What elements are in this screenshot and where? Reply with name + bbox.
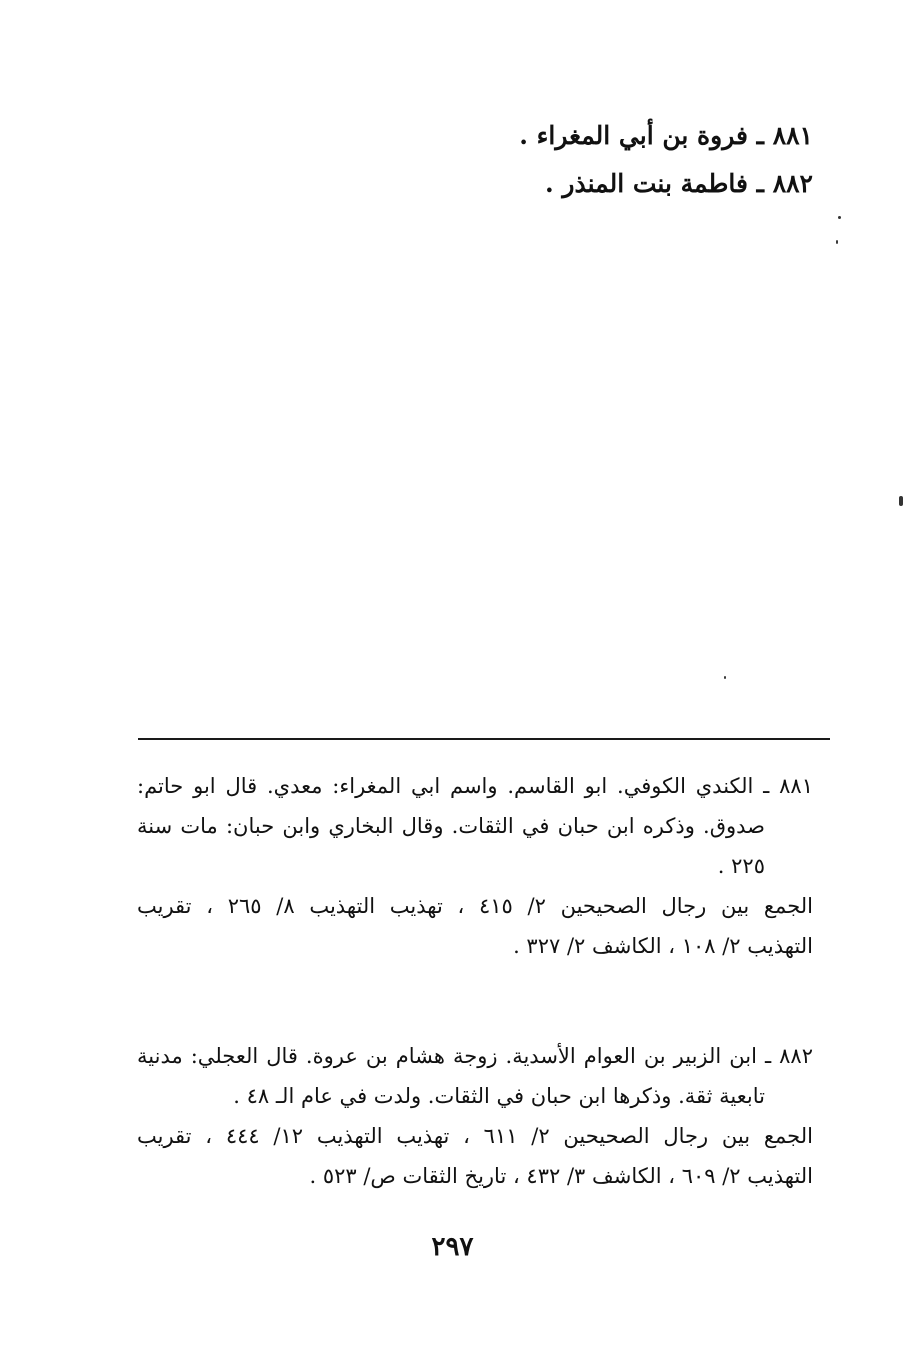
footnote-reference-line: التهذيب ٢/ ١٠٨ ، الكاشف ٢/ ٣٢٧ .	[513, 934, 813, 958]
footnote-line: تابعية ثقة. وذكرها ابن حبان في الثقات. ولدت في عام الـ ٤٨ .	[233, 1084, 765, 1108]
entry-882: ٨٨٢ ـ فاطمة بنت المنذر .	[545, 169, 813, 198]
footnote-reference-line: الجمع بين رجال الصحيحين ٢/ ٤١٥ ، تهذيب التهذيب ٨/ ٢٦٥ ، تقريب	[137, 894, 813, 918]
page-number: ٢٩٧	[431, 1232, 474, 1262]
footnote-reference-line: التهذيب ٢/ ٦٠٩ ، الكاشف ٣/ ٤٣٢ ، تاريخ الثقات ص/ ٥٢٣ .	[309, 1164, 813, 1188]
footnote-line: صدوق. وذكره ابن حبان في الثقات. وقال البخاري وابن حبان: مات سنة	[137, 814, 765, 838]
footnote-reference-line: الجمع بين رجال الصحيحين ٢/ ٦١١ ، تهذيب التهذيب ١٢/ ٤٤٤ ، تقريب	[137, 1124, 813, 1148]
footnote-line: ٨٨٢ ـ ابن الزبير بن العوام الأسدية. زوجة هشام بن عروة. قال العجلي: مدنية	[137, 1044, 813, 1068]
scan-speck	[838, 216, 841, 219]
footnote-882	[137, 1036, 813, 1196]
entry-881: ٨٨١ ـ فروة بن أبي المغراء .	[519, 121, 813, 150]
footnote-line: ٢٢٥ .	[717, 854, 765, 878]
main-entries	[213, 112, 813, 208]
scan-speck	[724, 676, 726, 679]
scan-speck	[836, 240, 838, 244]
scan-speck	[899, 496, 903, 506]
footnote-881	[137, 766, 813, 966]
footnote-divider	[138, 738, 830, 740]
footnote-line: ٨٨١ ـ الكندي الكوفي. ابو القاسم. واسم ابي المغراء: معدي. قال ابو حاتم:	[137, 774, 813, 798]
